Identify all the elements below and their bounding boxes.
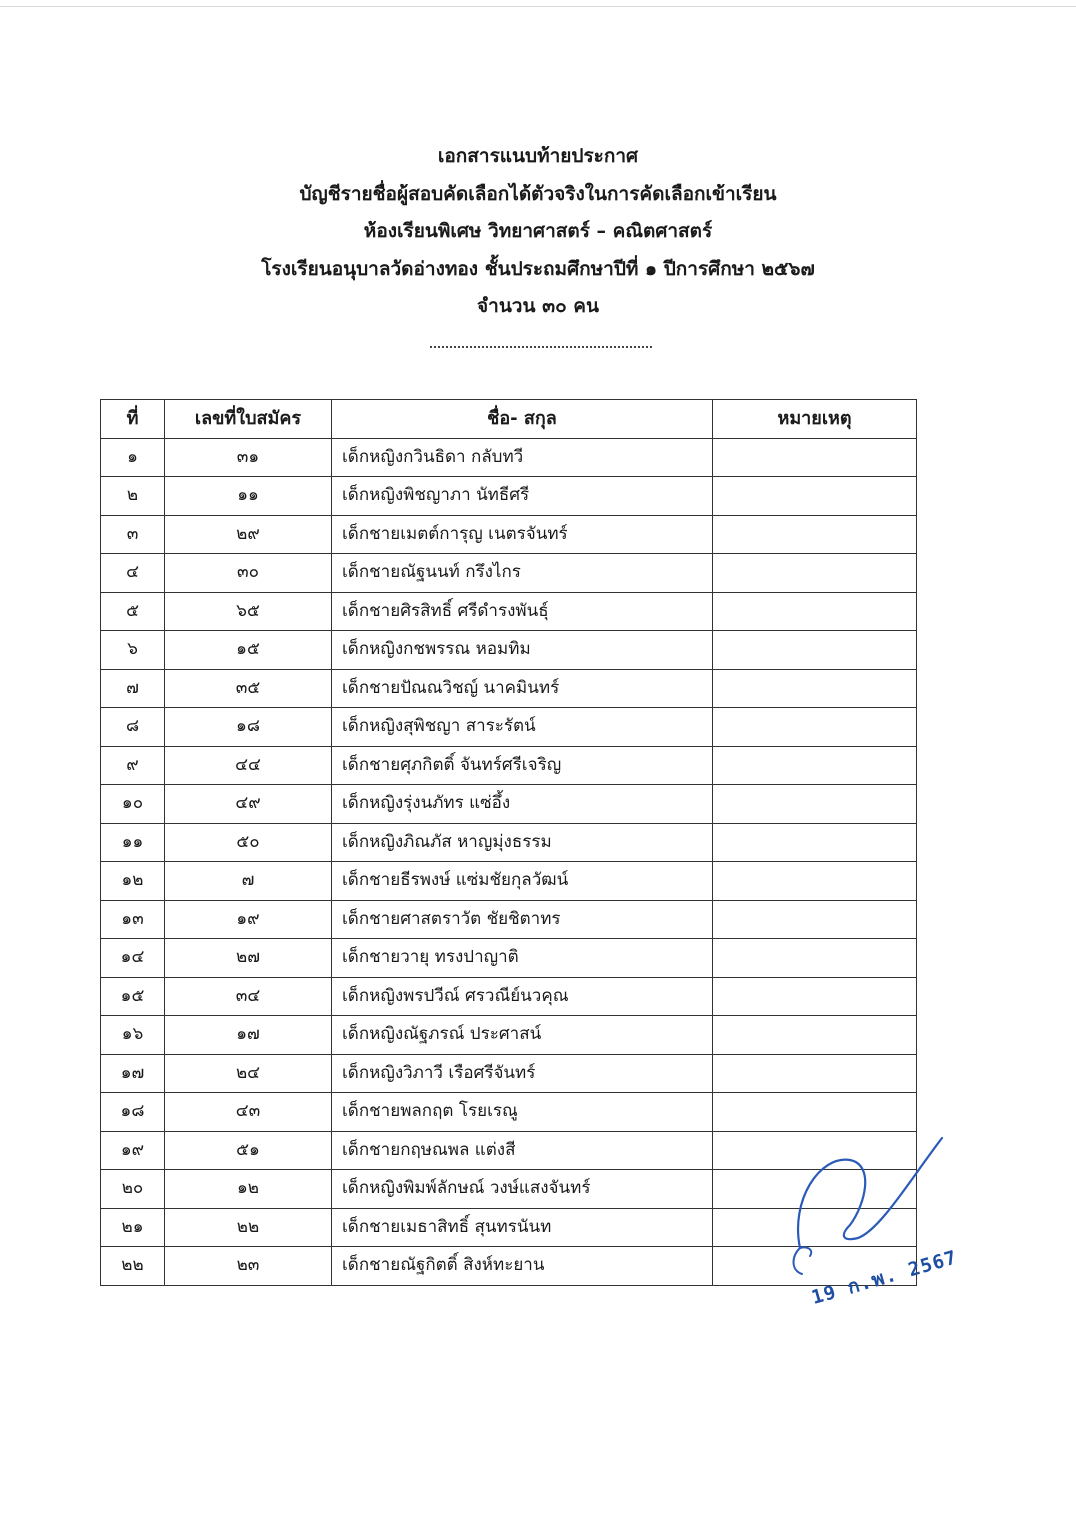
header-program: ห้องเรียนพิเศษ วิทยาศาสตร์ – คณิตศาสตร์ — [363, 220, 713, 242]
student-name-cell: เด็กหญิงสุพิชญา สาระรัตน์ — [332, 708, 713, 747]
student-name-cell: เด็กชายเมธาสิทธิ์ สุนทรนันท — [332, 1208, 713, 1247]
table-row — [101, 592, 917, 631]
application-number-cell: ๑๒ — [165, 1170, 332, 1209]
table-row — [101, 862, 917, 901]
student-name-cell: เด็กชายปัณณวิชญ์ นาคมินทร์ — [332, 669, 713, 708]
student-name-cell: เด็กหญิงภิณภัส หาญมุ่งธรรม — [332, 823, 713, 862]
student-name-cell: เด็กหญิงพิชญาภา นัทธีศรี — [332, 477, 713, 516]
remark-cell — [713, 785, 917, 824]
table-row — [101, 1016, 917, 1055]
row-number-cell: ๒๒ — [101, 1247, 165, 1286]
remark-cell — [713, 862, 917, 901]
application-number-cell: ๑๕ — [165, 631, 332, 670]
table-row — [101, 939, 917, 978]
remark-cell — [713, 900, 917, 939]
remark-cell — [713, 592, 917, 631]
table-row — [101, 977, 917, 1016]
remark-cell — [713, 515, 917, 554]
student-name-cell: เด็กชายศาสตราวัต ชัยชิตาทร — [332, 900, 713, 939]
row-number-cell: ๘ — [101, 708, 165, 747]
header-title: เอกสารแนบท้ายประกาศ — [437, 145, 639, 167]
table-row — [101, 1093, 917, 1132]
application-number-cell: ๕๐ — [165, 823, 332, 862]
date-stamp: 19 ก.พ. 2567 — [809, 1246, 960, 1309]
table-row — [101, 631, 917, 670]
table-header-row — [101, 400, 917, 439]
application-number-cell: ๑๙ — [165, 900, 332, 939]
student-name-cell: เด็กหญิงรุ่งนภัทร แซ่อึ้ง — [332, 785, 713, 824]
application-number-cell: ๑๘ — [165, 708, 332, 747]
remark-cell — [713, 823, 917, 862]
row-number-cell: ๕ — [101, 592, 165, 631]
application-number-cell: ๒๗ — [165, 939, 332, 978]
student-name-cell: เด็กชายเมตต์การุญ เนตรจันทร์ — [332, 515, 713, 554]
student-name-cell: เด็กหญิงพรปวีณ์ ศรวณีย์นวคุณ — [332, 977, 713, 1016]
row-number-cell: ๑๔ — [101, 939, 165, 978]
remark-cell — [713, 669, 917, 708]
student-name-cell: เด็กชายวายุ ทรงปาญาติ — [332, 939, 713, 978]
application-number-cell: ๑๑ — [165, 477, 332, 516]
application-number-cell: ๕๑ — [165, 1131, 332, 1170]
row-number-cell: ๑๙ — [101, 1131, 165, 1170]
row-number-cell: ๑ — [101, 438, 165, 477]
table-row — [101, 515, 917, 554]
student-name-cell: เด็กชายธีรพงษ์ แซ่มชัยกุลวัฒน์ — [332, 862, 713, 901]
application-number-cell: ๒๙ — [165, 515, 332, 554]
header-list-title: บัญชีรายชื่อผู้สอบคัดเลือกได้ตัวจริงในการคัดเลือกเข้าเรียน — [299, 182, 777, 205]
table-row — [101, 438, 917, 477]
dotted-divider — [430, 346, 652, 348]
remark-cell — [713, 438, 917, 477]
scan-edge-line — [0, 6, 1076, 7]
student-name-cell: เด็กหญิงกวินธิดา กลับทวี — [332, 438, 713, 477]
signature-loop — [794, 1247, 812, 1274]
application-number-cell: ๓๑ — [165, 438, 332, 477]
row-number-cell: ๑๓ — [101, 900, 165, 939]
application-number-cell: ๑๗ — [165, 1016, 332, 1055]
row-number-cell: ๖ — [101, 631, 165, 670]
student-name-cell: เด็กชายณัฐนนท์ กรึงไกร — [332, 554, 713, 593]
student-name-cell: เด็กชายศิรสิทธิ์ ศรีดำรงพันธุ์ — [332, 592, 713, 631]
remark-cell — [713, 1016, 917, 1055]
remark-cell — [713, 477, 917, 516]
application-number-cell: ๒๔ — [165, 1054, 332, 1093]
remark-cell — [713, 1054, 917, 1093]
row-number-cell: ๑๘ — [101, 1093, 165, 1132]
application-number-cell: ๓๐ — [165, 554, 332, 593]
remark-cell — [713, 708, 917, 747]
row-number-cell: ๑๕ — [101, 977, 165, 1016]
application-number-cell: ๓๔ — [165, 977, 332, 1016]
table-row — [101, 823, 917, 862]
table-row — [101, 746, 917, 785]
header-name: ชื่อ- สกุล — [332, 400, 713, 439]
row-number-cell: ๑๑ — [101, 823, 165, 862]
row-number-cell: ๓ — [101, 515, 165, 554]
header-no: ที่ — [101, 400, 165, 439]
application-number-cell: ๒๒ — [165, 1208, 332, 1247]
row-number-cell: ๙ — [101, 746, 165, 785]
remark-cell — [713, 631, 917, 670]
header-remark: หมายเหตุ — [713, 400, 917, 439]
student-name-cell: เด็กชายศุภกิตติ์ จันทร์ศรีเจริญ — [332, 746, 713, 785]
student-name-cell: เด็กชายกฤษณพล แต่งสี — [332, 1131, 713, 1170]
row-number-cell: ๑๒ — [101, 862, 165, 901]
remark-cell — [713, 554, 917, 593]
student-name-cell: เด็กชายณัฐกิตติ์ สิงห์ทะยาน — [332, 1247, 713, 1286]
row-number-cell: ๑๗ — [101, 1054, 165, 1093]
application-number-cell: ๔๓ — [165, 1093, 332, 1132]
remark-cell — [713, 746, 917, 785]
row-number-cell: ๗ — [101, 669, 165, 708]
remark-cell — [713, 1093, 917, 1132]
student-name-cell: เด็กหญิงวิภาวี เรือศรีจันทร์ — [332, 1054, 713, 1093]
application-number-cell: ๒๓ — [165, 1247, 332, 1286]
row-number-cell: ๒๑ — [101, 1208, 165, 1247]
table-row — [101, 785, 917, 824]
table-row — [101, 477, 917, 516]
header-school: โรงเรียนอนุบาลวัดอ่างทอง ชั้นประถมศึกษาปีที่ ๑ ปีการศึกษา ๒๕๖๗ — [261, 257, 815, 280]
student-name-cell: เด็กหญิงกชพรรณ หอมทิม — [332, 631, 713, 670]
row-number-cell: ๑๖ — [101, 1016, 165, 1055]
header-application-no: เลขที่ใบสมัคร — [165, 400, 332, 439]
application-number-cell: ๗ — [165, 862, 332, 901]
row-number-cell: ๒๐ — [101, 1170, 165, 1209]
row-number-cell: ๔ — [101, 554, 165, 593]
header-count: จำนวน ๓๐ คน — [477, 295, 599, 317]
remark-cell — [713, 939, 917, 978]
table-row — [101, 1054, 917, 1093]
row-number-cell: ๒ — [101, 477, 165, 516]
application-number-cell: ๔๔ — [165, 746, 332, 785]
application-number-cell: ๖๕ — [165, 592, 332, 631]
row-number-cell: ๑๐ — [101, 785, 165, 824]
remark-cell — [713, 977, 917, 1016]
signature-stroke — [798, 1138, 942, 1248]
table-row — [101, 708, 917, 747]
document-header — [0, 138, 1076, 326]
student-name-cell: เด็กชายพลกฤต โรยเรณู — [332, 1093, 713, 1132]
application-number-cell: ๓๕ — [165, 669, 332, 708]
table-row — [101, 900, 917, 939]
table-row — [101, 669, 917, 708]
application-number-cell: ๔๙ — [165, 785, 332, 824]
student-name-cell: เด็กหญิงณัฐภรณ์ ประศาสน์ — [332, 1016, 713, 1055]
student-name-cell: เด็กหญิงพิมพ์ลักษณ์ วงษ์แสงจันทร์ — [332, 1170, 713, 1209]
table-row — [101, 554, 917, 593]
